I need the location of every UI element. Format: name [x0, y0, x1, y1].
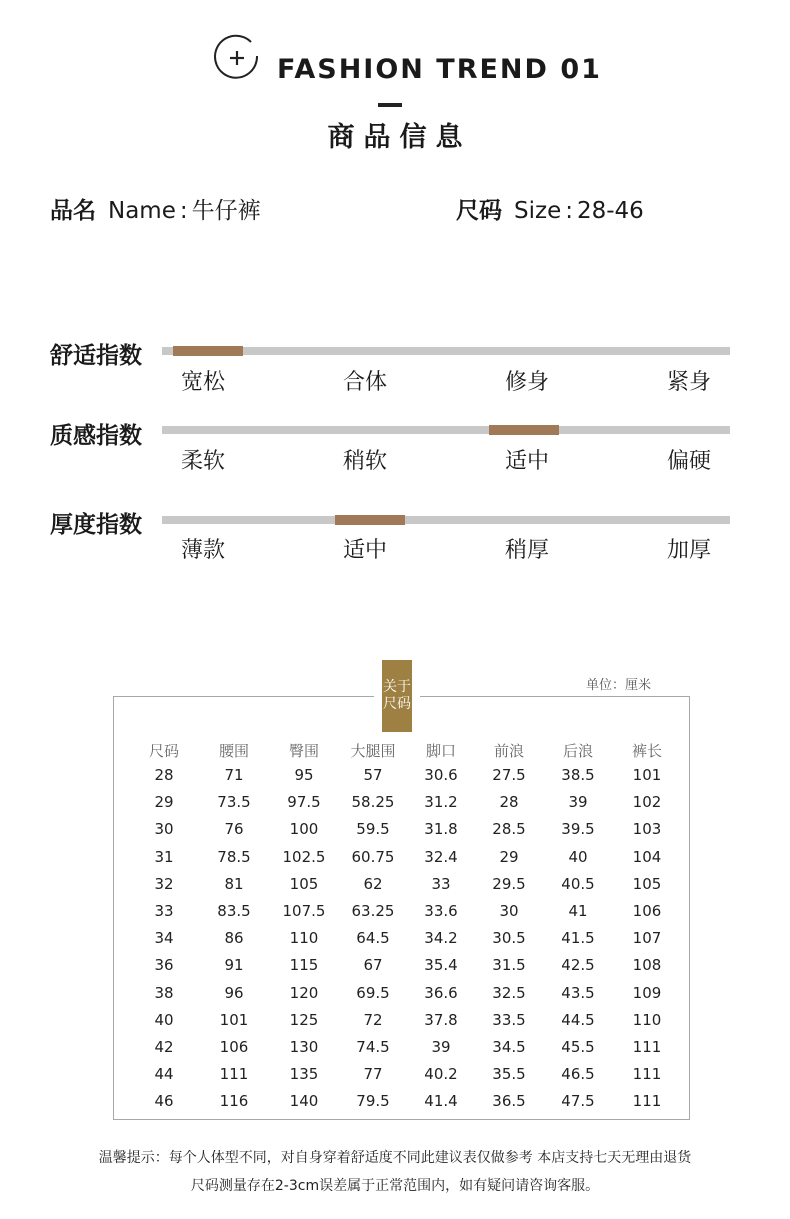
table-cell: 106: [632, 902, 662, 920]
thickness-index-marker: [335, 515, 405, 525]
table-cell: 102: [632, 793, 662, 811]
table-cell: 81: [224, 875, 244, 893]
table-cell: 34.2: [424, 929, 458, 947]
table-cell: 31: [154, 848, 174, 866]
table-cell: 39: [568, 793, 588, 811]
comfort-index-label: 舒适指数: [50, 343, 142, 369]
table-cell: 32.5: [492, 984, 526, 1002]
table-cell: 40: [568, 848, 588, 866]
texture-index-marker: [489, 425, 559, 435]
table-cell: 36: [154, 956, 174, 974]
note-line-1: 温馨提示：每个人体型不同，对自身穿着舒适度不同此建议表仅做参考 本店支持七天无理由退货: [98, 1150, 692, 1166]
table-cell: 72: [363, 1011, 383, 1029]
texture-option-3: 适中: [505, 449, 550, 474]
table-cell: 74.5: [356, 1038, 390, 1056]
table-cell: 110: [289, 929, 319, 947]
table-cell: 43.5: [561, 984, 595, 1002]
table-cell: 120: [289, 984, 319, 1002]
texture-option-2: 稍软: [343, 449, 388, 474]
product-size-row: [456, 195, 644, 227]
texture-index-label: 质感指数: [50, 423, 142, 449]
table-cell: 33: [431, 875, 451, 893]
table-cell: 97.5: [287, 793, 321, 811]
table-cell: 100: [289, 820, 319, 838]
name-label: 品名: [50, 198, 96, 224]
table-cell: 41: [568, 902, 588, 920]
comfort-option-4: 紧身: [667, 370, 712, 395]
table-cell: 31.8: [424, 820, 458, 838]
table-cell: 28.5: [492, 820, 526, 838]
table-cell: 39: [431, 1038, 451, 1056]
table-cell: 40.5: [561, 875, 595, 893]
plus-circle-icon: [213, 34, 261, 82]
table-cell: 83.5: [217, 902, 251, 920]
table-cell: 73.5: [217, 793, 251, 811]
table-header-cell: 脚口: [425, 742, 456, 760]
table-cell: 107: [632, 929, 662, 947]
table-cell: 107.5: [282, 902, 326, 920]
table-cell: 101: [219, 1011, 249, 1029]
name-separator: :: [179, 198, 188, 224]
section-subtitle: 商品信息: [327, 122, 472, 153]
table-cell: 39.5: [561, 820, 595, 838]
table-cell: 38: [154, 984, 174, 1002]
table-cell: 102.5: [282, 848, 326, 866]
table-cell: 32.4: [424, 848, 458, 866]
table-cell: 111: [632, 1065, 662, 1083]
table-cell: 30.5: [492, 929, 526, 947]
table-cell: 64.5: [356, 929, 390, 947]
table-cell: 101: [632, 766, 662, 784]
table-cell: 45.5: [561, 1038, 595, 1056]
thickness-option-2: 适中: [343, 538, 388, 563]
table-cell: 130: [289, 1038, 319, 1056]
table-cell: 46.5: [561, 1065, 595, 1083]
size-separator: :: [565, 198, 573, 224]
table-cell: 47.5: [561, 1092, 595, 1110]
unit-label: 单位：厘米: [586, 678, 652, 693]
table-cell: 35.5: [492, 1065, 526, 1083]
table-cell: 32: [154, 875, 174, 893]
table-cell: 31.2: [424, 793, 458, 811]
table-cell: 41.4: [424, 1092, 458, 1110]
table-cell: 71: [224, 766, 244, 784]
table-cell: 40.2: [424, 1065, 458, 1083]
table-cell: 108: [632, 956, 662, 974]
size-badge-line2: 尺码: [383, 696, 411, 712]
table-cell: 44: [154, 1065, 174, 1083]
size-label-en: Size: [514, 198, 562, 224]
table-cell: 140: [289, 1092, 319, 1110]
table-cell: 76: [224, 820, 244, 838]
table-cell: 36.6: [424, 984, 458, 1002]
table-cell: 40: [154, 1011, 174, 1029]
table-cell: 111: [219, 1065, 249, 1083]
table-cell: 27.5: [492, 766, 526, 784]
comfort-index-track: [162, 347, 730, 355]
note-line-2: 尺码测量存在2-3cm误差属于正常范围内，如有疑问请咨询客服。: [190, 1178, 600, 1194]
name-label-en: Name: [108, 198, 176, 224]
table-cell: 95: [294, 766, 314, 784]
table-cell: 67: [363, 956, 383, 974]
texture-index-track: [162, 426, 730, 434]
table-cell: 111: [632, 1038, 662, 1056]
table-header-cell: 大腿围: [350, 742, 396, 760]
thickness-option-4: 加厚: [667, 538, 712, 563]
table-cell: 111: [632, 1092, 662, 1110]
table-cell: 62: [363, 875, 383, 893]
table-cell: 38.5: [561, 766, 595, 784]
table-cell: 34.5: [492, 1038, 526, 1056]
thickness-index-label: 厚度指数: [50, 512, 142, 538]
table-cell: 106: [219, 1038, 249, 1056]
table-cell: 41.5: [561, 929, 595, 947]
page-title: FASHION TREND 01: [277, 54, 602, 85]
table-cell: 135: [289, 1065, 319, 1083]
size-badge: [382, 660, 412, 732]
table-cell: 91: [224, 956, 244, 974]
table-cell: 109: [632, 984, 662, 1002]
thickness-index-track: [162, 516, 730, 524]
table-cell: 33.5: [492, 1011, 526, 1029]
texture-option-1: 柔软: [181, 449, 226, 474]
table-cell: 33: [154, 902, 174, 920]
table-cell: 28: [154, 766, 174, 784]
table-cell: 77: [363, 1065, 383, 1083]
name-value: 牛仔裤: [191, 198, 261, 224]
table-cell: 42: [154, 1038, 174, 1056]
size-value: 28-46: [576, 198, 644, 224]
table-cell: 30: [154, 820, 174, 838]
table-cell: 60.75: [351, 848, 395, 866]
table-cell: 116: [219, 1092, 249, 1110]
table-cell: 34: [154, 929, 174, 947]
table-header-cell: 臀围: [288, 742, 319, 760]
size-badge-line1: 关于: [383, 679, 411, 695]
table-cell: 35.4: [424, 956, 458, 974]
table-cell: 31.5: [492, 956, 526, 974]
table-cell: 103: [632, 820, 662, 838]
thickness-option-3: 稍厚: [505, 538, 550, 563]
table-cell: 28: [499, 793, 519, 811]
table-cell: 33.6: [424, 902, 458, 920]
comfort-option-3: 修身: [505, 370, 550, 395]
table-cell: 57: [363, 766, 383, 784]
table-cell: 30.6: [424, 766, 458, 784]
table-header-cell: 前浪: [493, 742, 524, 760]
table-cell: 36.5: [492, 1092, 526, 1110]
title-divider: [378, 103, 402, 107]
table-header-cell: 裤长: [631, 742, 662, 760]
table-cell: 44.5: [561, 1011, 595, 1029]
table-header-cell: 尺码: [148, 742, 179, 760]
thickness-option-1: 薄款: [181, 538, 226, 563]
table-cell: 63.25: [351, 902, 395, 920]
table-cell: 69.5: [356, 984, 390, 1002]
texture-option-4: 偏硬: [667, 449, 712, 474]
table-cell: 42.5: [561, 956, 595, 974]
comfort-option-1: 宽松: [181, 370, 226, 395]
table-cell: 37.8: [424, 1011, 458, 1029]
table-cell: 96: [224, 984, 244, 1002]
comfort-index-marker: [173, 346, 243, 356]
table-cell: 29.5: [492, 875, 526, 893]
size-label: 尺码: [456, 198, 502, 224]
table-cell: 29: [154, 793, 174, 811]
table-cell: 115: [289, 956, 319, 974]
comfort-option-2: 合体: [343, 370, 388, 395]
size-table-frame: [113, 696, 690, 1120]
table-cell: 105: [289, 875, 319, 893]
table-cell: 104: [632, 848, 662, 866]
table-cell: 79.5: [356, 1092, 390, 1110]
table-cell: 86: [224, 929, 244, 947]
table-cell: 30: [499, 902, 519, 920]
table-cell: 29: [499, 848, 519, 866]
table-header-cell: 腰围: [218, 742, 249, 760]
product-name-row: [50, 195, 261, 227]
table-header-cell: 后浪: [562, 742, 593, 760]
table-cell: 46: [154, 1092, 174, 1110]
table-cell: 125: [289, 1011, 319, 1029]
table-cell: 58.25: [351, 793, 395, 811]
table-cell: 110: [632, 1011, 662, 1029]
table-cell: 78.5: [217, 848, 251, 866]
table-cell: 105: [632, 875, 662, 893]
table-cell: 59.5: [356, 820, 390, 838]
